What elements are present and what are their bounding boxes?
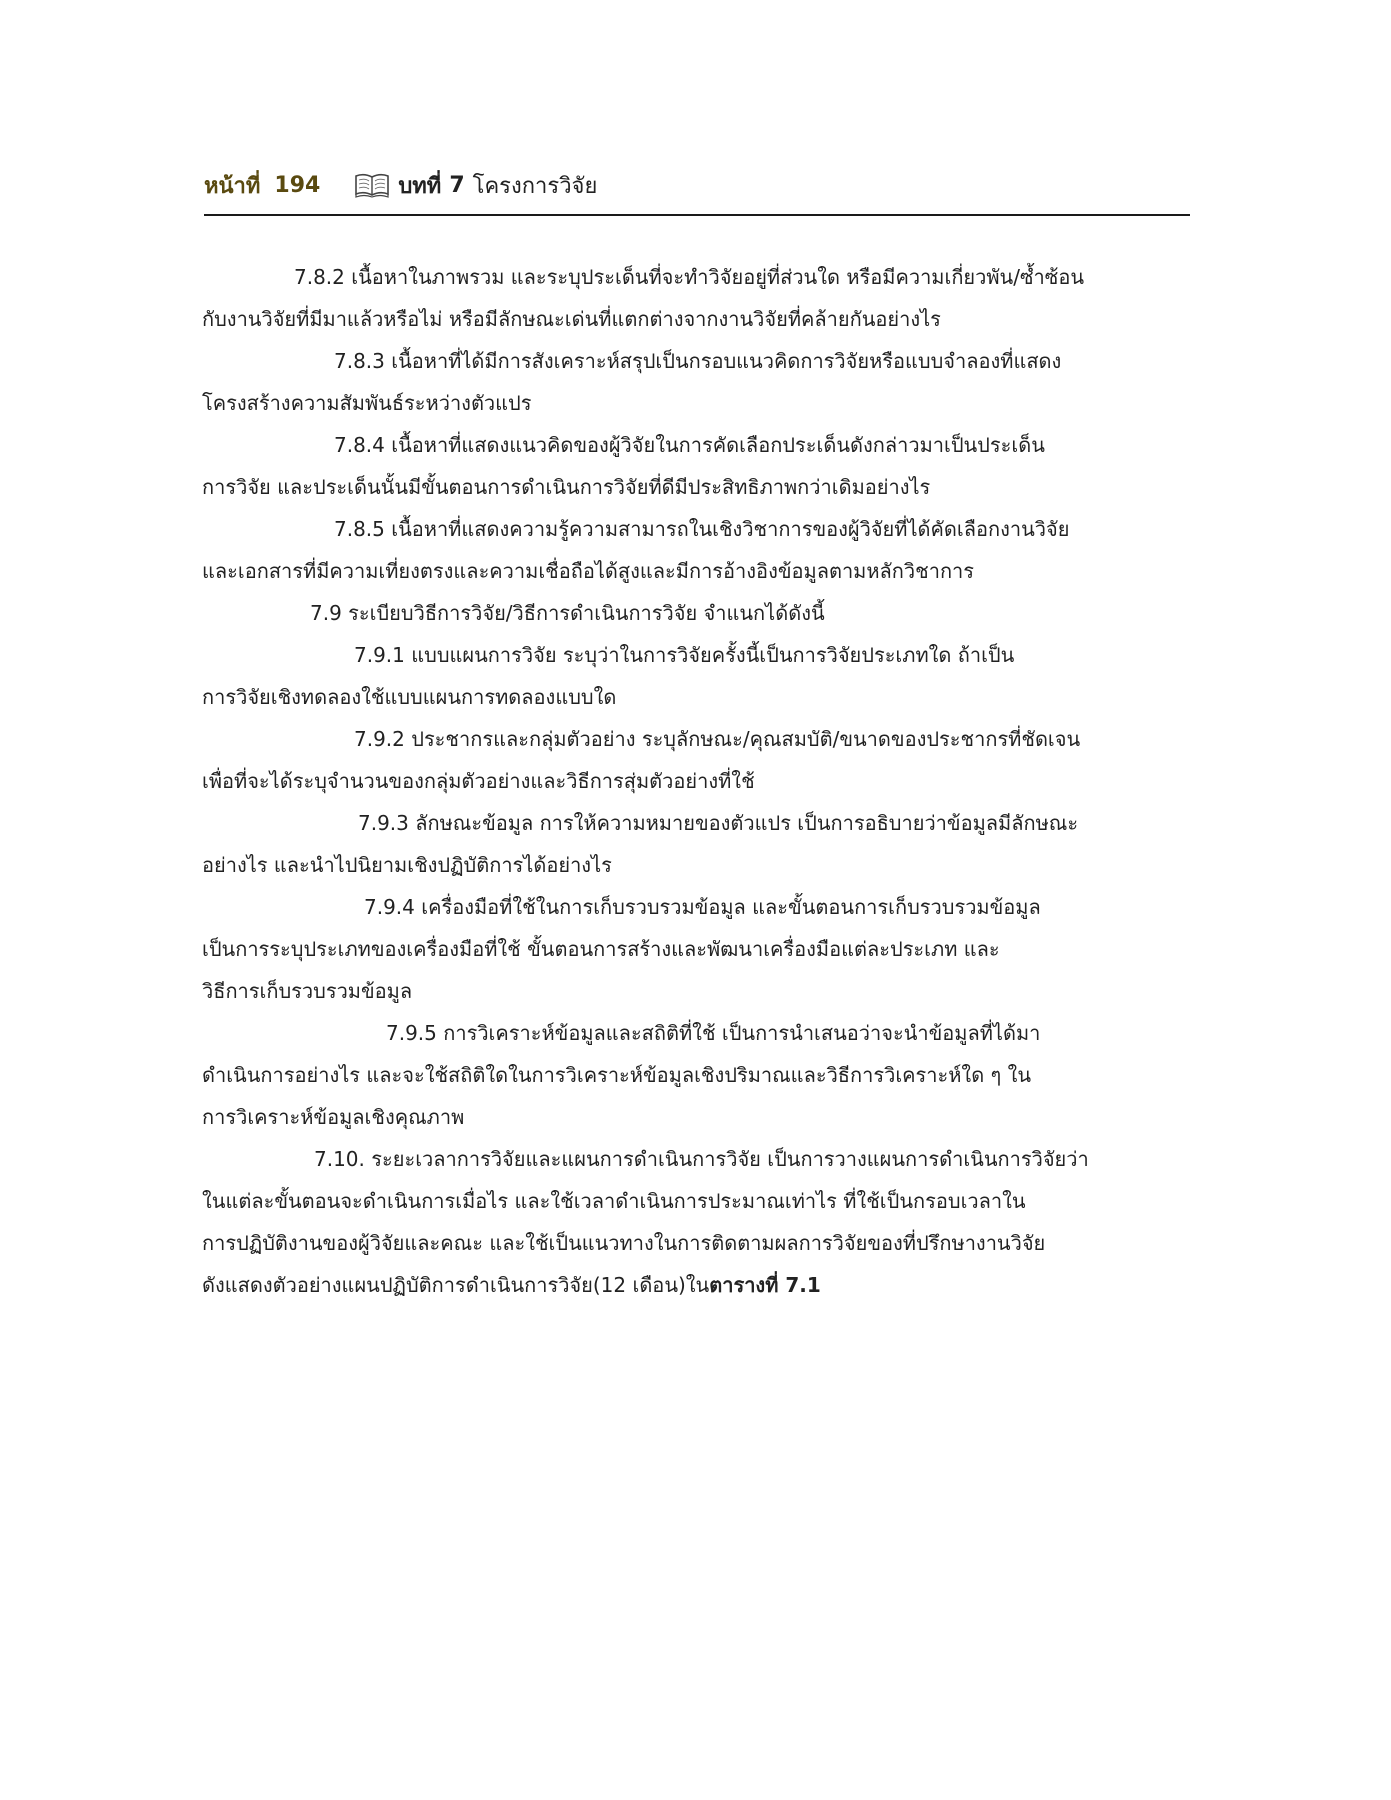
text-line: 7.10. ระยะเวลาการวิจัยและแผนการดำเนินการวิจัย เป็นการวางแผนการดำเนินการวิจัยว่า (314, 1147, 1089, 1171)
text-line: การปฏิบัติงานของผู้วิจัยและคณะ และใช้เป็นแนวทางในการติดตามผลการวิจัยของที่ปรึกษางานวิจัย (202, 1231, 1046, 1255)
text-line: กับงานวิจัยที่มีมาแล้วหรือไม่ หรือมีลักษณะเด่นที่แตกต่างจากงานวิจัยที่คล้ายกันอย่างไร (202, 307, 941, 331)
page-label: หน้าที่ (204, 173, 261, 199)
text-line: การวิจัยเชิงทดลองใช้แบบแผนการทดลองแบบใด (202, 685, 617, 709)
text-line: การวิเคราะห์ข้อมูลเชิงคุณภาพ (202, 1105, 465, 1129)
chapter-label: บทที่ (398, 173, 442, 199)
table-reference: ตารางที่ 7.1 (709, 1273, 821, 1297)
text-line: ในแต่ละขั้นตอนจะดำเนินการเมื่อไร และใช้เวลาดำเนินการประมาณเท่าไร ที่ใช้เป็นกรอบเวลาใน (202, 1189, 1026, 1213)
text-line: 7.9.2 ประชากรและกลุ่มตัวอย่าง ระบุลักษณะ/คุณสมบัติ/ขนาดของประชากรที่ชัดเจน (354, 727, 1081, 751)
page-number: 194 (274, 172, 321, 198)
last-line-text: ดังแสดงตัวอย่างแผนปฏิบัติการดำเนินการวิจัย(12 เดือน)ใน (202, 1273, 710, 1297)
text-line: อย่างไร และนำไปนิยามเชิงปฏิบัติการได้อย่างไร (202, 853, 612, 877)
text-line-last (202, 1264, 1192, 1306)
text-line: 7.8.3 เนื้อหาที่ได้มีการสังเคราะห์สรุปเป็นกรอบแนวคิดการวิจัยหรือแบบจำลองที่แสดง (334, 349, 1062, 373)
chapter-title: โครงการวิจัย (472, 173, 598, 199)
text-line: 7.8.4 เนื้อหาที่แสดงแนวคิดของผู้วิจัยในการคัดเลือกประเด็นดังกล่าวมาเป็นประเด็น (334, 433, 1045, 457)
text-line: และเอกสารที่มีความเที่ยงตรงและความเชื่อถือได้สูงและมีการอ้างอิงข้อมูลตามหลักวิชาการ (202, 559, 975, 583)
text-line: 7.9 ระเบียบวิธีการวิจัย/วิธีการดำเนินการวิจัย จำแนกได้ดังนี้ (310, 601, 825, 625)
text-line: วิธีการเก็บรวบรวมข้อมูล (202, 979, 413, 1003)
book-open-icon (354, 172, 390, 198)
text-lines (202, 256, 1192, 1264)
text-line: เป็นการระบุประเภทของเครื่องมือที่ใช้ ขั้นตอนการสร้างและพัฒนาเครื่องมือแต่ละประเภท และ (202, 937, 1000, 961)
text-line: การวิจัย และประเด็นนั้นมีขั้นตอนการดำเนินการวิจัยที่ดีมีประสิทธิภาพกว่าเดิมอย่างไร (202, 475, 931, 499)
chapter-number: 7 (449, 172, 465, 198)
text-line: 7.9.5 การวิเคราะห์ข้อมูลและสถิติที่ใช้ เป็นการนำเสนอว่าจะนำข้อมูลที่ได้มา (386, 1021, 1041, 1045)
header-row (204, 166, 1190, 204)
page-header (204, 166, 1190, 216)
text-line: ดำเนินการอย่างไร และจะใช้สถิติใดในการวิเคราะห์ข้อมูลเชิงปริมาณและวิธีการวิเคราะห์ใด ๆ ใน (202, 1063, 1032, 1087)
text-line: 7.9.1 แบบแผนการวิจัย ระบุว่าในการวิจัยครั้งนี้เป็นการวิจัยประเภทใด ถ้าเป็น (354, 643, 1015, 667)
text-line: 7.8.5 เนื้อหาที่แสดงความรู้ความสามารถในเชิงวิชาการของผู้วิจัยที่ได้คัดเลือกงานวิจัย (334, 517, 1070, 541)
body-text (202, 256, 1192, 1306)
text-line: เพื่อที่จะได้ระบุจำนวนของกลุ่มตัวอย่างและวิธีการสุ่มตัวอย่างที่ใช้ (202, 769, 755, 793)
text-line: โครงสร้างความสัมพันธ์ระหว่างตัวแปร (202, 391, 532, 415)
text-line: 7.9.4 เครื่องมือที่ใช้ในการเก็บรวบรวมข้อมูล และขั้นตอนการเก็บรวบรวมข้อมูล (364, 895, 1041, 919)
text-line: 7.9.3 ลักษณะข้อมูล การให้ความหมายของตัวแปร เป็นการอธิบายว่าข้อมูลมีลักษณะ (358, 811, 1079, 835)
text-line: 7.8.2 เนื้อหาในภาพรวม และระบุประเด็นที่จะทำวิจัยอยู่ที่ส่วนใด หรือมีความเกี่ยวพัน/ซ้ำซ้อน (294, 265, 1085, 289)
